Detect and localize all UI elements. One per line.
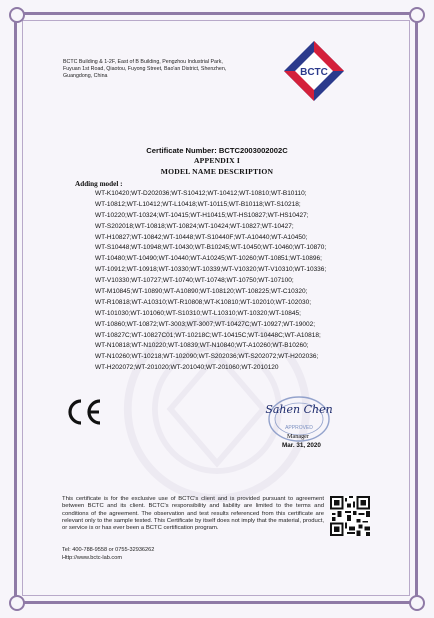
model-line: WT-10480;WT-10490;WT-10440;WT-A10245;WT-10260;WT-10851;WT-10896; <box>95 255 322 263</box>
model-list <box>95 189 365 374</box>
model-line: WT-101030;WT-101060;WT-S10310;WT-L10310;WT-10320;WT-10845; <box>95 309 301 317</box>
corner-ornament <box>9 595 25 611</box>
model-line: WT-V10330;WT-10727;WT-10740;WT-10748;WT-10750;WT-107100; <box>95 277 294 285</box>
stamp-text: APPROVED <box>285 425 313 431</box>
company-address <box>63 59 293 80</box>
certificate-number: Certificate Number: BCTC2003002002C <box>146 146 288 155</box>
address-line: BCTC Building & 1-2F, East of B Building, Pengzhou Industrial Park, <box>63 59 223 65</box>
model-line: WT-H202072;WT-201020;WT-201040;WT-201060;WT-2010120 <box>95 364 279 372</box>
model-line: WT-R10818;WT-A10310;WT-R10808;WT-K10810;WT-102010;WT-102030; <box>95 298 312 306</box>
ce-mark-icon <box>64 397 104 427</box>
bctc-logo <box>281 38 347 104</box>
corner-ornament <box>9 7 25 23</box>
model-line: WT-10812;WT-L10412;WT-L10418;WT-10115;WT-B10118;WT-S10218; <box>95 200 301 208</box>
model-line: WT-M10845;WT-10890;WT-A10890;WT-108120;WT-108225;WT-C10320; <box>95 288 308 296</box>
model-line: WT-10220;WT-10324;WT-10415;WT-H10415;WT-HS10827;WT-HS10427; <box>95 211 309 219</box>
address-line: Guangdong, China <box>63 73 108 79</box>
corner-ornament <box>409 595 425 611</box>
qr-code-icon <box>330 496 370 536</box>
phone-number: Tel: 400-788-9558 or 0755-32936262 <box>62 547 155 553</box>
adding-model-label: Adding model : <box>75 180 123 188</box>
manager-title: Manager <box>287 433 309 440</box>
model-line: WT-10827C;WT-10827C01;WT-10218C;WT-10415C;WT-10448C;WT-A10818; <box>95 331 321 339</box>
model-line: WT-N10260;WT-10218;WT-102090;WT-S202036;WT-S202072;WT-H202036; <box>95 353 319 361</box>
website: Http://www.bctc-lab.com <box>62 555 122 561</box>
signature: Sahen Chen <box>265 403 333 416</box>
model-line: WT-10912;WT-10918;WT-10330;WT-10339;WT-V10320;WT-V10310;WT-10336; <box>95 266 327 274</box>
disclaimer-text: This certificate is for the exclusive use of BCTC's client and is provided pursuant to agreement between BCTC and its client. BCTC's responsibility and liability are limited to the terms and conditions of the agreement. The observation and test results referenced from this certificate are relevant only to the sample tested. This Certificate by itself does not imply that the material, product, or service is or has ever been a BCTC certification program. <box>62 496 324 532</box>
model-line: WT-K10420;WT-D202036;WT-S10412;WT-10412;WT-10810;WT-B10110; <box>95 190 307 197</box>
model-line: WT-H10827;WT-10842;WT-10448;WT-S10440F;WT-A10440;WT-A10450; <box>95 233 308 241</box>
section-title: MODEL NAME DESCRIPTION <box>160 167 274 176</box>
model-line: WT-S10448;WT-10948;WT-10430;WT-B10245;WT-10450;WT-10460;WT-10870; <box>95 244 327 252</box>
address-line: Fuyuan 1st Road, Qiaotou, Fuyong Street, Bao'an District, Shenzhen, <box>63 66 227 72</box>
approval-date: Mar. 31, 2020 <box>282 442 321 449</box>
model-line: WT-N10818;WT-N10220;WT-10839;WT-N10840;WT-A10260;WT-B10260; <box>95 342 309 350</box>
corner-ornament <box>409 7 425 23</box>
model-line: WT-10860;WT-10872;WT-3003;WT-3007;WT-10427C;WT-10927;WT-19002; <box>95 320 316 328</box>
appendix-title: APPENDIX I <box>193 156 241 165</box>
logo-text: BCTC <box>300 67 328 78</box>
model-line: WT-S202018;WT-10818;WT-10824;WT-10424;WT-10827;WT-10427; <box>95 222 294 230</box>
contact-info <box>62 546 154 562</box>
